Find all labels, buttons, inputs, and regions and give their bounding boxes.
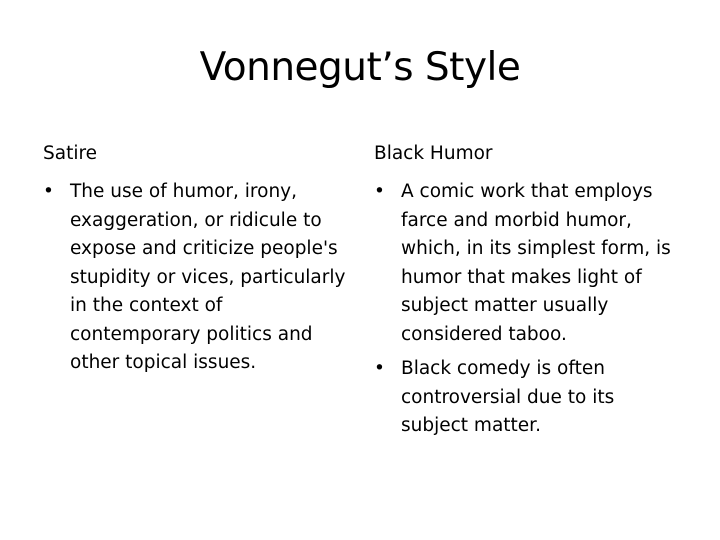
satire-bullet-1 bbox=[43, 178, 352, 378]
black-humor-bullet-list bbox=[374, 178, 684, 441]
slide-title: Vonnegut’s Style bbox=[199, 45, 521, 90]
satire-heading: Satire bbox=[43, 143, 98, 164]
black-humor-heading: Black Humor bbox=[374, 143, 493, 164]
black-humor-bullet-text: A comic work that employs farce and morbid humor, which, in its simplest form, is humor that makes light of subject matter usually considered taboo. bbox=[401, 181, 671, 345]
black-humor-bullet-2 bbox=[374, 355, 677, 441]
satire-column bbox=[43, 140, 355, 378]
bullet-icon: • bbox=[43, 181, 54, 202]
black-humor-bullet-text: Black comedy is often controversial due to its subject matter. bbox=[401, 358, 615, 436]
satire-bullet-list bbox=[43, 178, 355, 378]
black-humor-column bbox=[374, 140, 684, 441]
satire-bullet-text: The use of humor, irony, exaggeration, or ridicule to expose and criticize people's stupidity or vices, particularly in the context of contemporary politics and other topical issues. bbox=[70, 181, 346, 373]
black-humor-bullet-1 bbox=[374, 178, 677, 349]
bullet-icon: • bbox=[374, 181, 385, 202]
bullet-icon: • bbox=[374, 358, 385, 379]
